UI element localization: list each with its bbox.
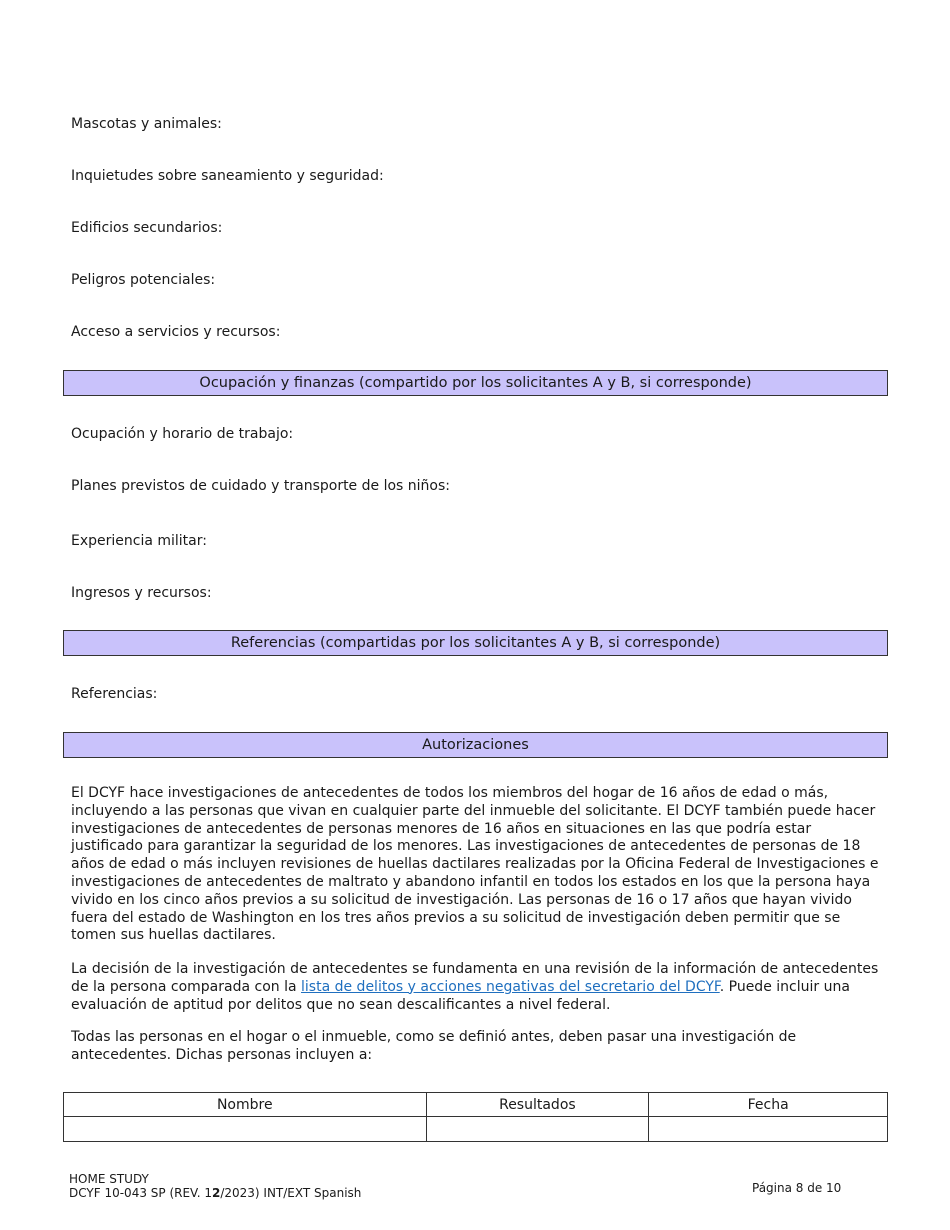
form-title: HOME STUDY xyxy=(69,1172,149,1186)
secretary-crimes-list-link[interactable]: lista de delitos y acciones negativas del secretario del DCYF xyxy=(301,978,720,995)
paragraph-text: . Puede incluir una evaluación de aptitud por delitos que no sean descalificantes a nivel federal. xyxy=(71,978,850,1013)
column-header-name: Nombre xyxy=(64,1093,427,1117)
section-header-authorizations: Autorizaciones xyxy=(63,732,888,758)
section-header-occupation-finance: Ocupación y finanzas (compartido por los solicitantes A y B, si corresponde) xyxy=(63,370,888,396)
column-header-results: Resultados xyxy=(426,1093,649,1117)
household-members-paragraph: Todas las personas en el hogar o el inmueble, como se definió antes, deben pasar una investigación de antecedentes. Dichas personas incluyen a: xyxy=(71,1029,797,1063)
field-label-income: Ingresos y recursos: xyxy=(71,585,212,601)
form-number xyxy=(69,1186,361,1200)
name-cell[interactable] xyxy=(64,1117,427,1142)
section-header-references: Referencias (compartidas por los solicitantes A y B, si corresponde) xyxy=(63,630,888,656)
results-cell[interactable] xyxy=(426,1117,649,1142)
field-label-military: Experiencia militar: xyxy=(71,533,207,549)
column-header-date: Fecha xyxy=(649,1093,888,1117)
household-members-table xyxy=(63,1092,888,1142)
field-label-pets: Mascotas y animales: xyxy=(71,116,222,132)
table-header-row xyxy=(64,1093,888,1117)
field-label-childcare: Planes previstos de cuidado y transporte de los niños: xyxy=(71,478,450,494)
form-number-bold: 2 xyxy=(211,1186,221,1200)
background-check-paragraph: El DCYF hace investigaciones de antecedentes de todos los miembros del hogar de 16 años de edad o más, incluyendo a las personas que vivan en cualquier parte del inmueble del solicitante. El DCYF también puede hacer investigaciones de antecedentes de personas menores de 16 años en situaciones en las que podría estar justificado para garantizar la seguridad de los menores. Las investigaciones de antecedentes de personas de 18 años de edad o más incluyen revisiones de huellas dactilares realizadas por la Oficina Federal de Investigaciones e investigaciones de antecedentes de maltrato y abandono infantil en todos los estados en los que la persona haya vivido en los cinco años previos a su solicitud de investigación. Las personas de 16 o 17 años que hayan vivido fuera del estado de Washington en los tres años previos a su solicitud de investigación deben permitir que se tomen sus huellas dactilares. xyxy=(71,785,879,944)
field-label-services: Acceso a servicios y recursos: xyxy=(71,324,281,340)
background-decision-paragraph xyxy=(71,961,886,1014)
field-label-sanitation: Inquietudes sobre saneamiento y seguridad: xyxy=(71,168,384,184)
paragraph-text: La decisión de la investigación de antecedentes se fundamenta en una revisión de la información de antecedentes de la persona comparada con la xyxy=(71,961,879,995)
page-number: Página 8 de 10 xyxy=(752,1181,842,1195)
form-number-text: /2023) INT/EXT Spanish xyxy=(220,1186,362,1200)
field-label-occupation: Ocupación y horario de trabajo: xyxy=(71,426,294,442)
field-label-outbuildings: Edificios secundarios: xyxy=(71,220,223,236)
form-number-text: DCYF 10-043 SP (REV. 1 xyxy=(69,1186,212,1200)
field-label-hazards: Peligros potenciales: xyxy=(71,272,216,288)
table-row xyxy=(64,1117,888,1142)
date-cell[interactable] xyxy=(649,1117,888,1142)
field-label-references: Referencias: xyxy=(71,686,158,702)
form-footer xyxy=(69,1172,361,1200)
